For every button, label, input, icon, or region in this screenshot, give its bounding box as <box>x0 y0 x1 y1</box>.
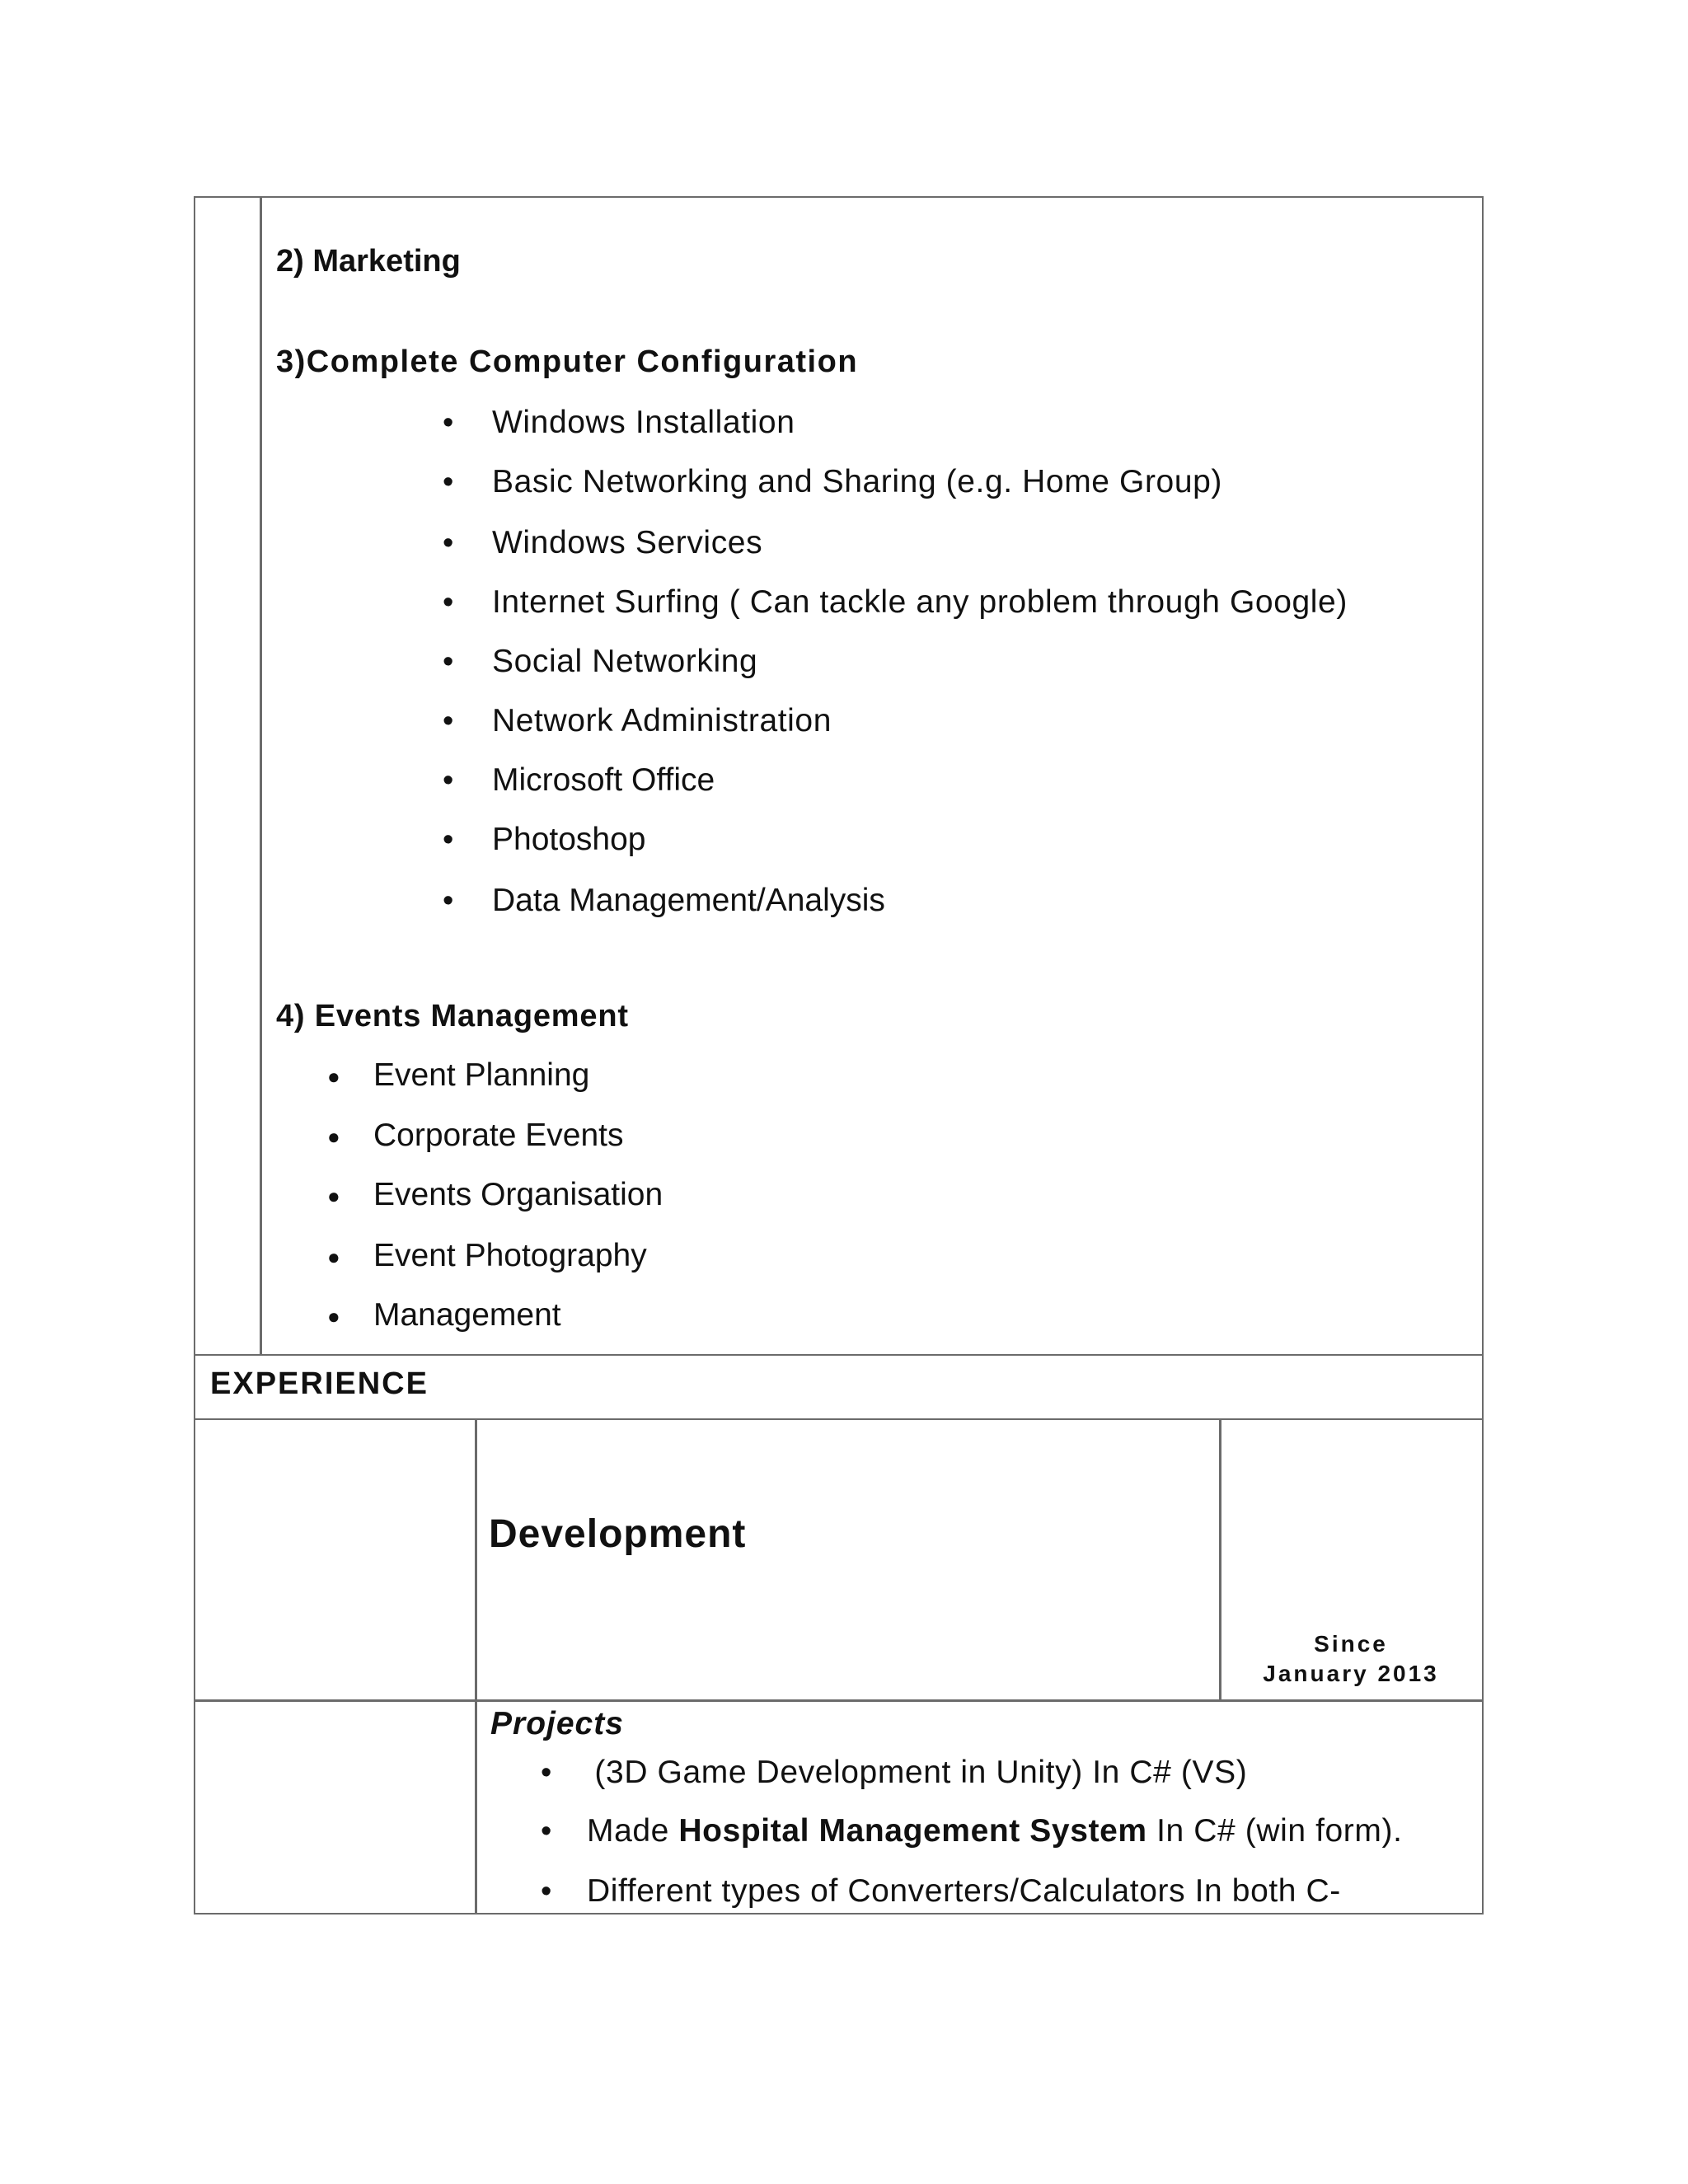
computer-config-heading: 3)Complete Computer Configuration <box>276 344 859 379</box>
project-highlight: Hospital Management System <box>678 1813 1147 1849</box>
list-item <box>587 1815 1403 1847</box>
list-item: Corporate Events <box>373 1118 624 1153</box>
list-bullet: • <box>541 1814 552 1849</box>
list-bullet: ● <box>327 1124 340 1149</box>
list-bullet: • <box>443 465 454 499</box>
role-date <box>1220 1629 1482 1689</box>
experience-top-rule <box>195 1354 1482 1356</box>
experience-section-title: EXPERIENCE <box>210 1366 429 1401</box>
list-bullet: • <box>443 585 454 620</box>
list-item: Photoshop <box>492 822 646 857</box>
marketing-heading: 2) Marketing <box>276 244 461 279</box>
list-bullet: • <box>541 1755 552 1790</box>
list-item: Different types of Converters/Calculators In both C- <box>587 1873 1341 1909</box>
list-bullet: ● <box>327 1304 340 1329</box>
list-item: Network Administration <box>492 703 832 738</box>
list-bullet: ● <box>327 1064 340 1089</box>
projects-title: Projects <box>490 1706 624 1741</box>
list-bullet: • <box>443 526 454 560</box>
list-item: Event Planning <box>373 1057 590 1093</box>
events-heading: 4) Events Management <box>276 999 629 1033</box>
list-item: Windows Installation <box>492 405 795 440</box>
list-bullet: ● <box>327 1183 340 1208</box>
list-item: Internet Surfing ( Can tackle any problem through Google) <box>492 584 1348 620</box>
experience-left-column-divider <box>475 1418 477 1913</box>
list-item: Data Management/Analysis <box>492 883 885 918</box>
list-bullet: • <box>443 644 454 679</box>
list-bullet: • <box>443 823 454 857</box>
project-text: In C# (win form). <box>1146 1813 1403 1849</box>
list-item: Microsoft Office <box>492 762 715 798</box>
list-bullet: • <box>443 405 454 440</box>
list-bullet: ● <box>327 1244 340 1269</box>
since-label: Since <box>1314 1631 1388 1657</box>
role-title: Development <box>489 1512 747 1556</box>
list-item: Windows Services <box>492 525 763 560</box>
list-item: Events Organisation <box>373 1177 663 1212</box>
list-bullet: • <box>541 1874 552 1909</box>
experience-header-bottom-rule <box>195 1418 1482 1420</box>
list-bullet: • <box>443 883 454 918</box>
list-item: Social Networking <box>492 644 758 679</box>
list-item: (3D Game Development in Unity) In C# (VS) <box>585 1755 1248 1790</box>
list-item: Management <box>373 1297 561 1333</box>
project-text: Made <box>587 1813 679 1849</box>
skills-left-column-divider <box>260 198 262 1356</box>
list-bullet: • <box>443 763 454 798</box>
experience-role-bottom-rule <box>195 1699 1482 1702</box>
list-item: Event Photography <box>373 1238 647 1273</box>
list-item: Basic Networking and Sharing (e.g. Home Group) <box>492 464 1222 499</box>
list-bullet: • <box>443 704 454 738</box>
since-date: January 2013 <box>1263 1661 1439 1686</box>
